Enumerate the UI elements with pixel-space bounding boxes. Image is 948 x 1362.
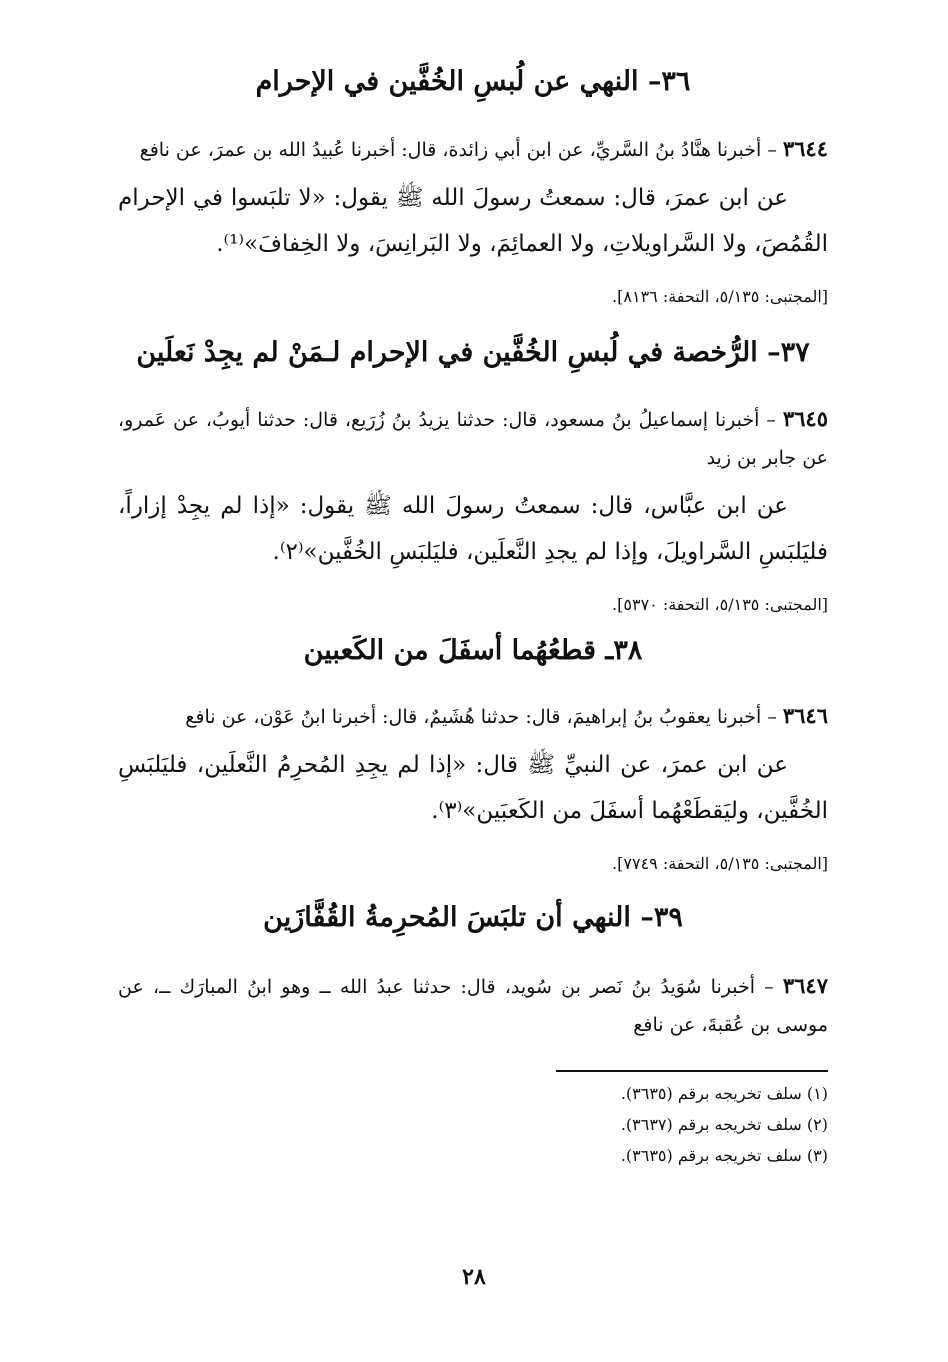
source-reference: [المجتبى: ٥/١٣٥، التحفة: ٨١٣٦]. — [612, 287, 828, 307]
footnote-3: (٣) سلف تخريجه برقم (٣٦٣٥). — [620, 1145, 828, 1165]
chapter-heading-37: ٣٧– الرُّخصة في لُبسِ الخُفَّين في الإحرام لـمَنْ لم يجِدْ نَعلَين — [136, 337, 810, 369]
source-reference: [المجتبى: ٥/١٣٥، التحفة: ٧٧٤٩]. — [612, 854, 828, 874]
chapter-heading-38: ٣٨ـ قطعُهُما أسفَلَ من الكَعبين — [303, 634, 643, 666]
matn-text: عن ابن عبَّاس، قال: سمعتُ رسولَ الله ﷺ يقول: «إذا لم يجِدْ إزاراً، فليَلبَسِ السَّراويلَ، وإذا لم يجدِ النَّعلَين، فليَلبَسِ الخُفَّين»⁽٢⁾. — [118, 492, 828, 565]
isnad-text: – أخبرنا سُوَيدُ بنُ نَصر بن سُويد، قال: حدثنا عبدُ الله ــ وهو ابنُ المبارَك ــ، عن موسى بن عُقبةَ، عن نافع — [118, 975, 828, 1036]
hadith-number: ٣٦٤٤ — [782, 136, 828, 162]
matn-text: عن ابن عمرَ، عن النبيِّ ﷺ قال: «إذا لم يجِدِ المُحرِمُ النَّعلَين، فليَلبَسِ الخُفَّين، وليَقطَعْهُما أسفَلَ من الكَعبَين»⁽٣⁾. — [118, 752, 828, 825]
hadith-number: ٣٦٤٧ — [782, 972, 828, 998]
hadith-isnad-3644 — [118, 130, 828, 169]
chapter-heading-39: ٣٩– النهي أن تلبَسَ المُحرِمةُ القُفَّازَين — [263, 902, 683, 934]
isnad-text: – أخبرنا هنَّادُ بنُ السَّريِّ، عن ابن أبي زائدة، قال: أخبرنا عُبيدُ الله بن عمرَ، عن نافع — [139, 139, 777, 162]
hadith-matn-3646 — [118, 742, 828, 834]
footnote-1: (١) سلف تخريجه برقم (٣٦٣٥). — [620, 1083, 828, 1103]
page-number: ٢٨ — [462, 1264, 486, 1290]
isnad-text: – أخبرنا يعقوبُ بنُ إبراهيمَ، قال: حدثنا هُشَيمٌ، قال: أخبرنا ابنُ عَوْن، عن نافع — [185, 706, 777, 729]
footnote-2: (٢) سلف تخريجه برقم (٣٦٣٧). — [620, 1114, 828, 1134]
matn-text: عن ابن عمرَ، قال: سمعتُ رسولَ الله ﷺ يقول: «لا تلبَسوا في الإحرام القُمُصَ، ولا السَّراويلاتِ، ولا العمائِمَ، ولا البَرانِسَ، ولا الخِفافَ»⁽¹⁾. — [118, 185, 828, 258]
hadith-isnad-3647 — [118, 967, 828, 1044]
source-reference: [المجتبى: ٥/١٣٥، التحفة: ٥٣٧٠]. — [612, 594, 828, 614]
hadith-matn-3645 — [118, 483, 828, 575]
isnad-text: – أخبرنا إسماعيلُ بنُ مسعود، قال: حدثنا يزيدُ بنُ زُرَيع، قال: حدثنا أيوبُ، عن عَمرو، عن جابر بن زيد — [118, 408, 828, 469]
hadith-number: ٣٦٤٥ — [782, 405, 828, 431]
hadith-matn-3644 — [118, 175, 828, 267]
hadith-isnad-3646 — [118, 697, 828, 736]
footnotes — [556, 1070, 828, 1171]
hadith-number: ٣٦٤٦ — [782, 703, 828, 729]
chapter-heading-36: ٣٦– النهي عن لُبسِ الخُفَّين في الإحرام — [255, 66, 691, 97]
hadith-isnad-3645 — [118, 400, 828, 477]
